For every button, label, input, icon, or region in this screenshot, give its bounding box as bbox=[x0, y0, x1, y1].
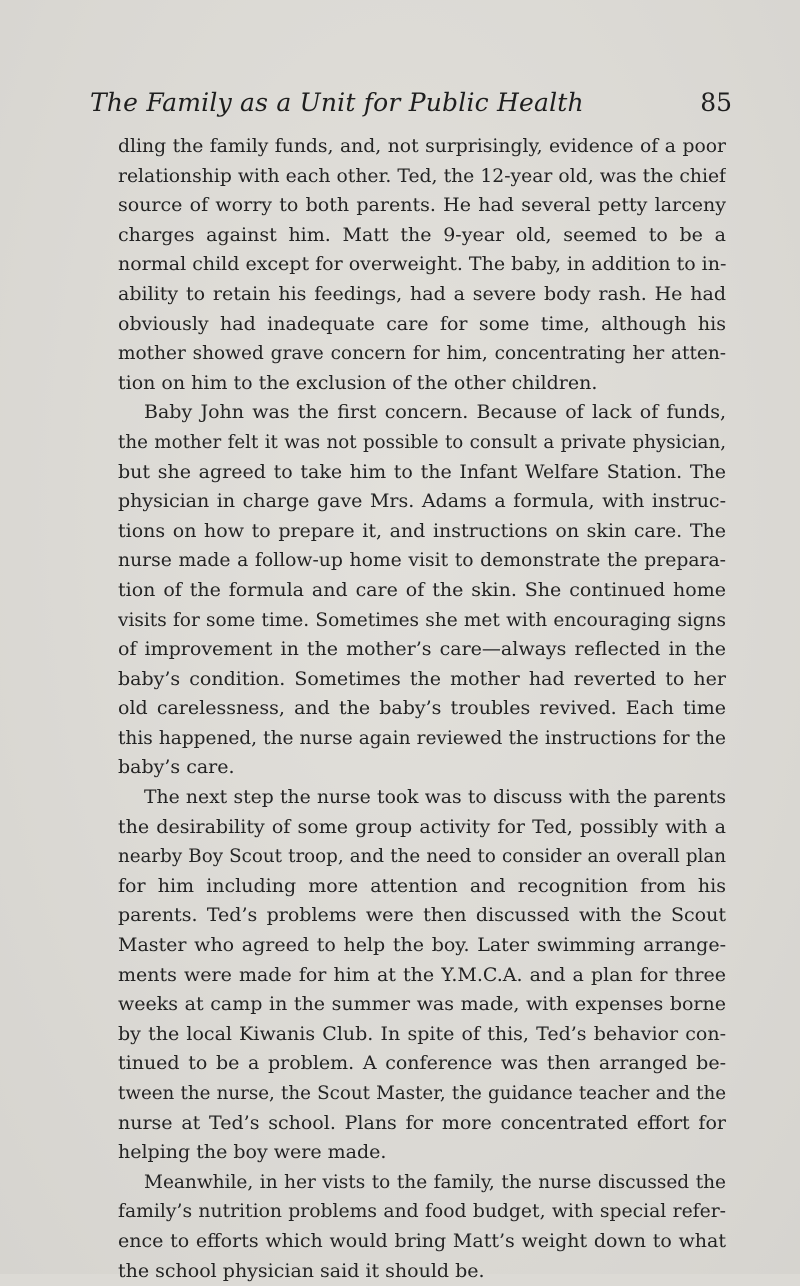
text-line: by the local Kiwanis Club. In spite of this, Ted’s behavior con- bbox=[118, 1022, 726, 1045]
text-line: tinued to be a problem. A conference was then arranged be- bbox=[118, 1052, 726, 1075]
text-line: The next step the nurse took was to discuss with the parents bbox=[144, 787, 726, 809]
text-line: obviously had inadequate care for some time, although his bbox=[118, 312, 726, 335]
text-line: physician in charge gave Mrs. Adams a formula, with instruc- bbox=[118, 490, 726, 513]
text-line: tions on how to prepare it, and instructions on skin care. The bbox=[118, 519, 726, 542]
text-line: weeks at camp in the summer was made, with expenses borne bbox=[118, 993, 726, 1016]
text-line: the school physician said it should be. bbox=[118, 1259, 485, 1282]
text-line: tween the nurse, the Scout Master, the guidance teacher and the bbox=[118, 1083, 726, 1104]
text-line: ments were made for him at the Y.M.C.A. and a plan for three bbox=[118, 963, 726, 986]
text-line: charges against him. Matt the 9-year old, seemed to be a bbox=[118, 223, 726, 246]
text-line: parents. Ted’s problems were then discussed with the Scout bbox=[118, 904, 726, 927]
text-line: Baby John was the first concern. Because of lack of funds, bbox=[144, 401, 726, 424]
text-line: baby’s care. bbox=[118, 756, 235, 779]
text-line: this happened, the nurse again reviewed the instructions for the bbox=[118, 727, 726, 749]
text-line: tion of the formula and care of the skin. She continued home bbox=[118, 578, 726, 601]
running-head bbox=[90, 88, 732, 128]
page-number: 85 bbox=[700, 88, 732, 117]
text-line: ability to retain his feedings, had a severe body rash. He had bbox=[118, 282, 726, 305]
text-line: dling the family funds, and, not surprisingly, evidence of a poor bbox=[118, 136, 726, 157]
text-line: tion on him to the exclusion of the other children. bbox=[118, 371, 598, 394]
text-line: Meanwhile, in her vists to the family, the nurse discussed the bbox=[144, 1171, 726, 1193]
text-line: for him including more attention and recognition from his bbox=[118, 874, 726, 897]
text-line: mother showed grave concern for him, concentrating her atten- bbox=[118, 343, 726, 365]
text-line: nurse made a follow-up home visit to demonstrate the prepara- bbox=[118, 550, 726, 572]
text-line: ence to efforts which would bring Matt’s weight down to what bbox=[118, 1229, 726, 1252]
text-line: baby’s condition. Sometimes the mother had reverted to her bbox=[118, 667, 726, 690]
text-line: the mother felt it was not possible to consult a private physician, bbox=[118, 431, 726, 453]
text-line: Master who agreed to help the boy. Later swimming arrange- bbox=[118, 934, 726, 957]
text-line: the desirability of some group activity for Ted, possibly with a bbox=[118, 815, 726, 838]
running-head-title: The Family as a Unit for Public Health bbox=[90, 88, 584, 117]
text-line: of improvement in the mother’s care—always reflected in the bbox=[118, 638, 726, 661]
text-line: family’s nutrition problems and food budget, with special refer- bbox=[118, 1201, 726, 1223]
text-line: nurse at Ted’s school. Plans for more concentrated effort for bbox=[118, 1111, 726, 1134]
text-line: relationship with each other. Ted, the 12-year old, was the chief bbox=[118, 165, 726, 187]
text-line: normal child except for overweight. The baby, in addition to in- bbox=[118, 253, 726, 276]
text-line: old carelessness, and the baby’s troubles revived. Each time bbox=[118, 697, 726, 720]
text-line: source of worry to both parents. He had several petty larceny bbox=[118, 194, 726, 217]
text-line: visits for some time. Sometimes she met with encouraging signs bbox=[118, 609, 726, 631]
text-line: but she agreed to take him to the Infant Welfare Station. The bbox=[118, 460, 726, 483]
text-line: helping the boy were made. bbox=[118, 1141, 387, 1164]
body-text bbox=[118, 132, 726, 1286]
text-line: nearby Boy Scout troop, and the need to consider an overall plan bbox=[118, 846, 726, 868]
